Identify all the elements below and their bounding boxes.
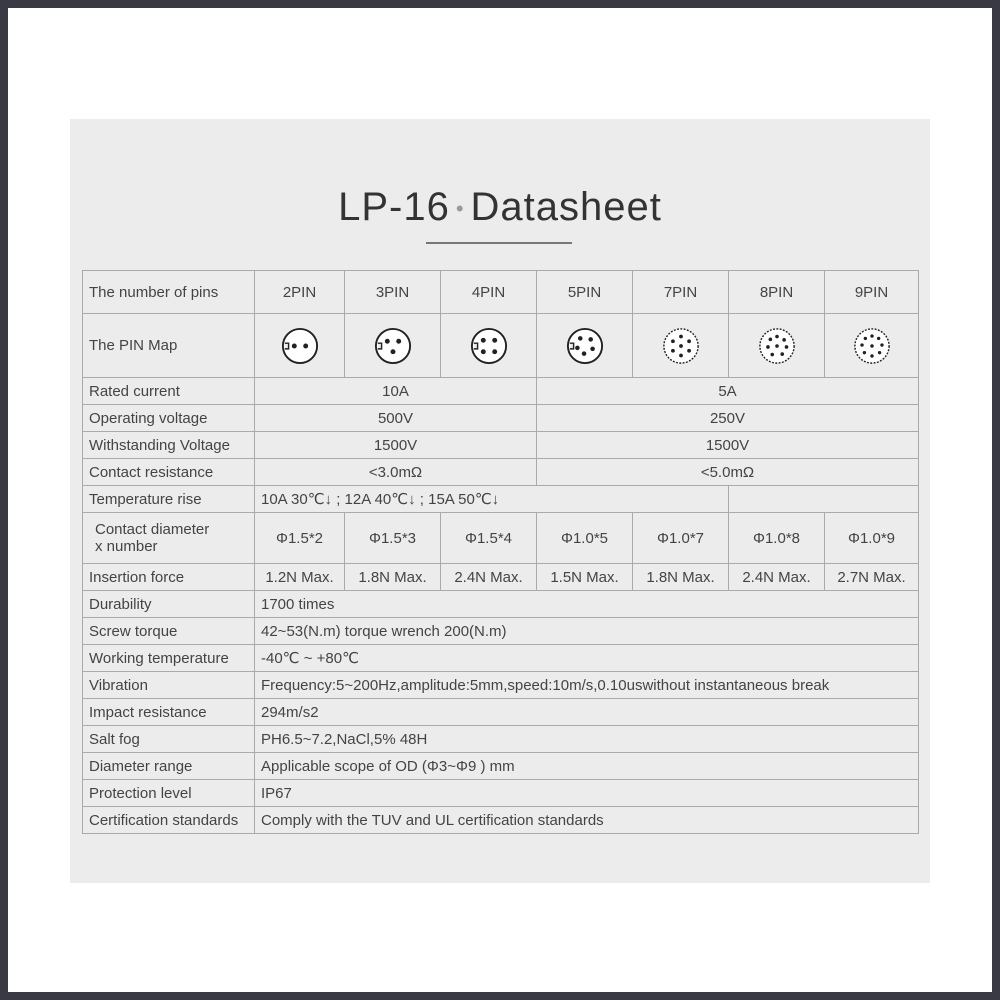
operating-voltage-value-b: 250V <box>537 405 919 432</box>
spec-value: Applicable scope of OD (Φ3~Φ9 ) mm <box>255 753 919 780</box>
contact-resistance-value-a: <3.0mΩ <box>255 459 537 486</box>
contact-resistance-value-b: <5.0mΩ <box>537 459 919 486</box>
title-separator: • <box>455 196 465 222</box>
header-pin-3: 3PIN <box>345 271 441 314</box>
pin-map-4-icon <box>470 327 508 365</box>
temperature-rise-value: 10A 30℃↓ ; 12A 40℃↓ ; 15A 50℃↓ <box>255 486 729 513</box>
operating-voltage-value-a: 500V <box>255 405 537 432</box>
spec-value: 294m/s2 <box>255 699 919 726</box>
spec-row-impact-resistance <box>83 699 919 726</box>
contact-diameter-row <box>83 513 919 564</box>
withstanding-voltage-row <box>83 432 919 459</box>
rated-current-label: Rated current <box>83 378 255 405</box>
contact-diameter-value: Φ1.0*9 <box>825 513 919 564</box>
header-row <box>83 271 919 314</box>
title-text: Datasheet <box>470 185 662 229</box>
title-model: LP-16 <box>338 185 450 229</box>
pin-map-8-icon <box>758 327 796 365</box>
spec-label: Diameter range <box>83 753 255 780</box>
contact-diameter-value: Φ1.5*4 <box>441 513 537 564</box>
pin-map-cell <box>537 314 633 378</box>
insertion-force-value: 1.2N Max. <box>255 564 345 591</box>
pin-map-3-icon <box>374 327 412 365</box>
pin-map-cell <box>633 314 729 378</box>
insertion-force-row <box>83 564 919 591</box>
spec-value: IP67 <box>255 780 919 807</box>
spec-value: Frequency:5~200Hz,amplitude:5mm,speed:10m/s,0.10uswithout instantaneous break <box>255 672 919 699</box>
spec-value: 42~53(N.m) torque wrench 200(N.m) <box>255 618 919 645</box>
header-pin-2: 2PIN <box>255 271 345 314</box>
contact-diameter-value: Φ1.5*3 <box>345 513 441 564</box>
pin-map-label: The PIN Map <box>83 314 255 378</box>
spec-label: Working temperature <box>83 645 255 672</box>
spec-row-vibration <box>83 672 919 699</box>
pin-map-7-icon <box>662 327 700 365</box>
contact-diameter-label <box>83 513 255 564</box>
operating-voltage-row <box>83 405 919 432</box>
spec-value: Comply with the TUV and UL certification standards <box>255 807 919 834</box>
header-pin-8: 8PIN <box>729 271 825 314</box>
spec-row-diameter-range <box>83 753 919 780</box>
page-frame <box>8 8 992 992</box>
spec-value: 1700 times <box>255 591 919 618</box>
contact-diameter-label-line1: Contact diameter <box>95 521 210 538</box>
spec-label: Salt fog <box>83 726 255 753</box>
datasheet-panel <box>70 119 930 883</box>
insertion-force-value: 2.4N Max. <box>441 564 537 591</box>
withstanding-voltage-value-b: 1500V <box>537 432 919 459</box>
spec-row-protection-level <box>83 780 919 807</box>
spec-label: Protection level <box>83 780 255 807</box>
pin-map-cell <box>345 314 441 378</box>
contact-diameter-label-line2: x number <box>95 538 158 555</box>
insertion-force-value: 2.7N Max. <box>825 564 919 591</box>
temperature-rise-row <box>83 486 919 513</box>
spec-row-durability <box>83 591 919 618</box>
pin-map-2-icon <box>281 327 319 365</box>
insertion-force-value: 2.4N Max. <box>729 564 825 591</box>
pin-map-cell <box>825 314 919 378</box>
withstanding-voltage-label: Withstanding Voltage <box>83 432 255 459</box>
page-title <box>70 185 930 230</box>
withstanding-voltage-value-a: 1500V <box>255 432 537 459</box>
header-pin-9: 9PIN <box>825 271 919 314</box>
temperature-rise-label: Temperature rise <box>83 486 255 513</box>
contact-resistance-row <box>83 459 919 486</box>
insertion-force-value: 1.8N Max. <box>345 564 441 591</box>
pin-map-row <box>83 314 919 378</box>
title-underline <box>426 242 572 244</box>
datasheet-table <box>82 270 919 834</box>
contact-diameter-value: Φ1.0*8 <box>729 513 825 564</box>
rated-current-value-b: 5A <box>537 378 919 405</box>
contact-resistance-label: Contact resistance <box>83 459 255 486</box>
pin-map-5-icon <box>566 327 604 365</box>
spec-label: Certification standards <box>83 807 255 834</box>
operating-voltage-label: Operating voltage <box>83 405 255 432</box>
pin-map-cell <box>441 314 537 378</box>
header-pin-4: 4PIN <box>441 271 537 314</box>
insertion-force-label: Insertion force <box>83 564 255 591</box>
spec-label: Durability <box>83 591 255 618</box>
temperature-rise-empty <box>729 486 919 513</box>
header-pin-5: 5PIN <box>537 271 633 314</box>
insertion-force-value: 1.8N Max. <box>633 564 729 591</box>
pin-map-9-icon <box>853 327 891 365</box>
pin-map-cell <box>729 314 825 378</box>
spec-value: -40℃ ~ +80℃ <box>255 645 919 672</box>
spec-label: Screw torque <box>83 618 255 645</box>
spec-value: PH6.5~7.2,NaCl,5% 48H <box>255 726 919 753</box>
contact-diameter-value: Φ1.0*7 <box>633 513 729 564</box>
spec-label: Vibration <box>83 672 255 699</box>
insertion-force-value: 1.5N Max. <box>537 564 633 591</box>
header-pin-7: 7PIN <box>633 271 729 314</box>
spec-row-certification <box>83 807 919 834</box>
rated-current-value-a: 10A <box>255 378 537 405</box>
pin-map-cell <box>255 314 345 378</box>
rated-current-row <box>83 378 919 405</box>
spec-label: Impact resistance <box>83 699 255 726</box>
spec-row-screw-torque <box>83 618 919 645</box>
contact-diameter-value: Φ1.0*5 <box>537 513 633 564</box>
spec-row-working-temperature <box>83 645 919 672</box>
spec-row-salt-fog <box>83 726 919 753</box>
header-label: The number of pins <box>83 271 255 314</box>
contact-diameter-value: Φ1.5*2 <box>255 513 345 564</box>
